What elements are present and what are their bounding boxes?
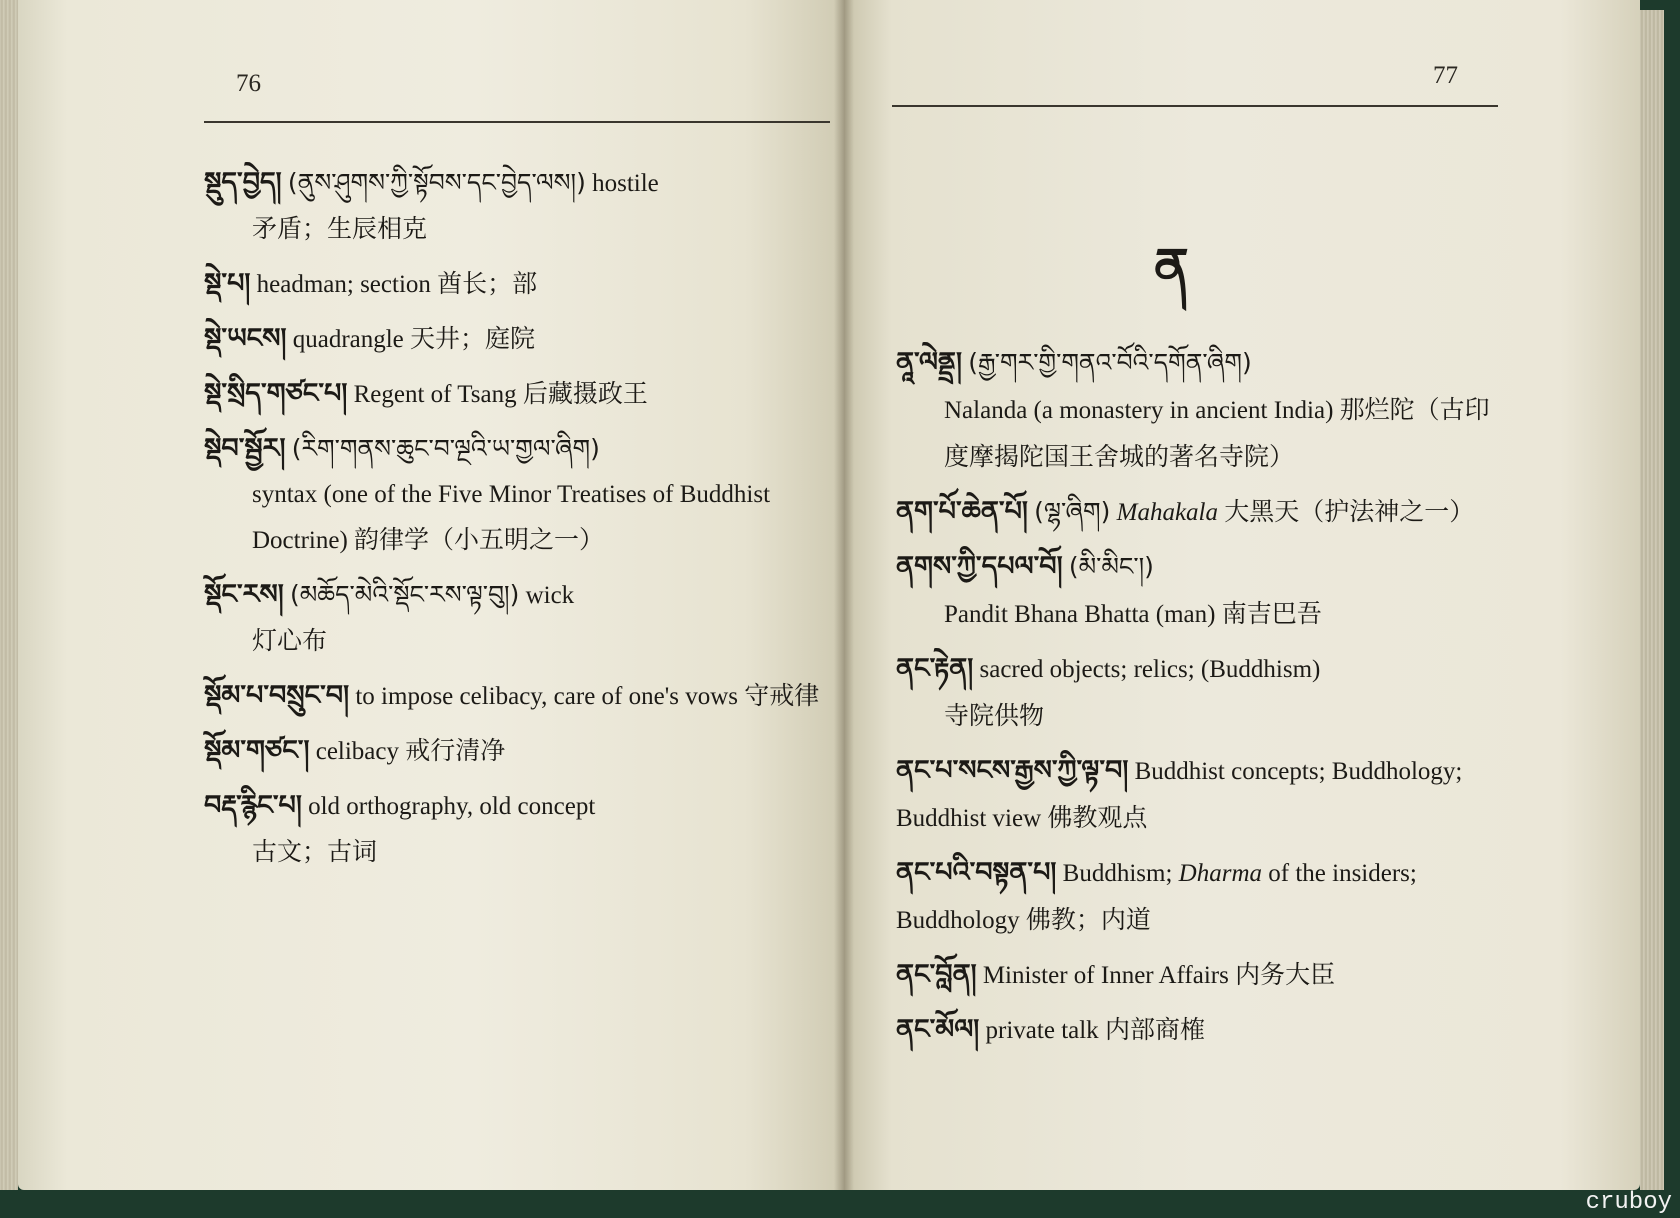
dictionary-entry — [896, 748, 1501, 842]
entry-headword: སྡོམ་པ་བསྲུང་བ། — [204, 680, 350, 711]
entry-headword: སྡེ་པ། — [204, 268, 251, 299]
entry-tibetan-gloss: (རྒྱ་གར་གྱི་གནའ་བོའི་དགོན་ཞིག) — [968, 348, 1252, 377]
entry-english: headman; section — [256, 271, 431, 298]
dictionary-entry — [204, 261, 834, 307]
entry-english: hostile — [592, 170, 659, 197]
entry-english-italic: Dharma — [1178, 860, 1263, 887]
entry-tibetan-gloss: (ནུས་ཤུགས་ཀྱི་སྟོབས་དང་བྱེད་ལས།) — [287, 168, 586, 197]
entry-headword: སྡོང་རས། — [204, 579, 284, 610]
dictionary-entry — [204, 783, 834, 875]
dictionary-entry — [896, 1007, 1501, 1054]
entry-chinese: 寺院供物 — [944, 701, 1045, 730]
left-entries — [204, 160, 834, 884]
section-letter: ན — [1154, 238, 1189, 298]
book-spine — [834, 0, 854, 1190]
entry-chinese: 南吉巴吾 — [1221, 599, 1322, 628]
entry-headword: ནགས་ཀྱི་དཔལ་བོ། — [896, 551, 1063, 582]
entry-headword: སྡོམ་གཙང་། — [204, 735, 310, 766]
dictionary-entry — [896, 489, 1501, 536]
entry-english: Pandit Bhana Bhatta (man) — [944, 601, 1216, 628]
entry-chinese: 古文；古词 — [252, 837, 378, 866]
watermark: cruboy — [1585, 1189, 1672, 1216]
entry-english: quadrangle — [292, 326, 404, 353]
left-page — [18, 0, 844, 1190]
entry-english: private talk — [985, 1017, 1099, 1044]
entry-english-italic: Mahakala — [1116, 499, 1219, 526]
header-rule-right — [892, 105, 1498, 107]
right-entries — [896, 340, 1501, 1062]
entry-english: celibacy — [315, 738, 399, 765]
entry-chinese: 那烂陀（古印度摩揭陀国王舍城的著名寺院） — [944, 395, 1490, 471]
dictionary-entry — [204, 316, 834, 362]
dictionary-entry — [896, 646, 1501, 740]
entry-chinese: 酋长；部 — [437, 269, 538, 298]
entry-headword: སྡུད་བྱེད། — [204, 167, 282, 198]
entry-headword: སྡེ་སྲིད་གཙང་པ། — [204, 378, 348, 409]
entry-english: sacred objects; relics; (Buddhism) — [979, 656, 1321, 683]
right-page — [844, 0, 1640, 1190]
entry-english: to impose celibacy, care of one's vows — [355, 683, 738, 710]
entry-headword: ནང་པ་སངས་རྒྱས་ཀྱི་ལྟ་བ། — [896, 755, 1129, 786]
entry-headword: ནང་བློན། — [896, 959, 977, 990]
entry-tibetan-gloss: (ལྷ་ཞིག) — [1034, 497, 1111, 526]
entry-english: of the insiders; Buddhology — [896, 860, 1417, 934]
entry-english: Buddhist concepts; Buddhology; Buddhist view — [896, 758, 1463, 832]
entry-chinese: 内部商榷 — [1104, 1015, 1205, 1044]
entry-chinese: 戒行清净 — [405, 736, 506, 765]
entry-headword: ནང་མོལ། — [896, 1014, 980, 1045]
entry-chinese: 矛盾；生辰相克 — [252, 214, 428, 243]
entry-chinese: 佛教；内道 — [1025, 905, 1151, 934]
entry-english: syntax (one of the Five Minor Treatises of Buddhist Doctrine) — [252, 481, 771, 554]
entry-tibetan-gloss: (མི་མིང་།) — [1068, 552, 1154, 581]
entry-english: Nalanda (a monastery in ancient India) — [944, 397, 1334, 424]
entry-tibetan-gloss: (རིག་གནས་ཆུང་བ་ལྔའི་ཡ་གྱལ་ཞིག) — [291, 434, 600, 463]
dictionary-entry — [204, 728, 834, 774]
entry-headword: བརྡ་རྙིང་པ། — [204, 790, 302, 821]
entry-english: Minister of Inner Affairs — [982, 962, 1229, 989]
entry-chinese: 内务大臣 — [1235, 960, 1336, 989]
dictionary-entry — [204, 426, 834, 563]
entry-headword: ནང་པའི་བསྟན་པ། — [896, 857, 1057, 888]
entry-chinese: 灯心布 — [252, 626, 328, 655]
entry-chinese: 大黑天（护法神之一） — [1224, 497, 1475, 526]
dictionary-entry — [896, 544, 1501, 638]
entry-english: Regent of Tsang — [353, 381, 517, 408]
dictionary-entry — [896, 850, 1501, 944]
page-edges-left — [0, 0, 18, 1190]
entry-headword: ནཱ་ལེནྡྲ། — [896, 347, 962, 378]
dictionary-entry — [896, 952, 1501, 999]
entry-chinese: 守戒律 — [744, 681, 820, 710]
entry-headword: ནང་རྟེན། — [896, 653, 974, 684]
dictionary-entry — [204, 160, 834, 252]
entry-headword: སྡེ་ཡངས། — [204, 323, 287, 354]
entry-headword: སྡེབ་སྦྱོར། — [204, 433, 286, 464]
dictionary-entry — [204, 673, 834, 719]
entry-english-pre: Buddhism; — [1062, 860, 1173, 887]
dictionary-entry — [204, 371, 834, 417]
header-rule-left — [204, 121, 830, 123]
page-number-left: 76 — [236, 70, 261, 97]
entry-chinese: 后藏摄政王 — [522, 379, 648, 408]
entry-chinese: 佛教观点 — [1047, 803, 1148, 832]
page-number-right: 77 — [1433, 62, 1458, 89]
dictionary-entry — [896, 340, 1501, 481]
entry-english: old orthography, old concept — [308, 793, 596, 820]
page-edges-right — [1640, 10, 1664, 1190]
dictionary-entry — [204, 572, 834, 664]
entry-english: wick — [525, 582, 575, 609]
entry-chinese: 天井；庭院 — [410, 324, 536, 353]
entry-tibetan-gloss: (མཆོད་མེའི་སྡོང་རས་ལྟ་བུ།) — [289, 580, 520, 609]
entry-chinese: 韵律学（小五明之一） — [354, 525, 605, 554]
entry-headword: ནག་པོ་ཆེན་པོ། — [896, 496, 1028, 527]
